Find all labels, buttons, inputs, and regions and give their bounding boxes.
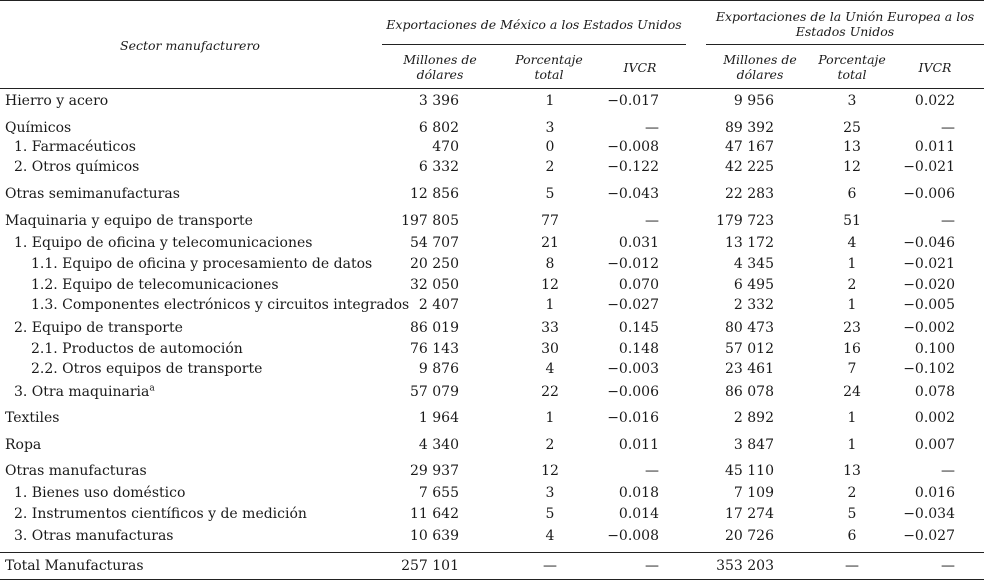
- eu-porcentaje-cell: 5: [847, 506, 857, 522]
- mexico-porcentaje-cell: 21: [541, 235, 559, 251]
- mexico-millones-cell: 12 856: [410, 186, 459, 202]
- eu-ivcr-cell: 0.011: [914, 139, 955, 155]
- mexico-porcentaje-cell: 33: [541, 320, 559, 336]
- mexico-millones-cell: 10 639: [410, 528, 459, 544]
- sector-label: 2.1. Productos de automoción: [31, 341, 243, 357]
- mexico-porcentaje-cell: 77: [541, 213, 559, 229]
- eu-porcentaje-cell: 7: [847, 361, 857, 377]
- eu-millones-cell: 57 012: [725, 341, 774, 357]
- eu-porcentaje-cell: 12: [843, 159, 861, 175]
- mexico-millones-cell: 20 250: [410, 256, 459, 272]
- eu-millones-header: Millones de dólares: [723, 52, 797, 82]
- sector-label: 3. Otra maquinaria$^a$: [14, 383, 155, 400]
- eu-porcentaje-cell: 13: [843, 139, 861, 155]
- sector-label: Maquinaria y equipo de transporte: [5, 213, 253, 229]
- eu-millones-cell: 20 726: [725, 528, 774, 544]
- sector-label: 1. Bienes uso doméstico: [14, 485, 186, 501]
- mexico-porcentaje-cell: 12: [541, 277, 559, 293]
- mexico-ivcr-cell: −0.003: [607, 361, 659, 377]
- eu-millones-cell: 42 225: [725, 159, 774, 175]
- mexico-ivcr-cell: —: [645, 120, 659, 136]
- sector-label: Hierro y acero: [5, 93, 109, 109]
- mx-porcentaje-header: Porcentaje total: [515, 52, 583, 82]
- eu-ivcr-cell: 0.078: [914, 384, 955, 400]
- eu-ivcr-cell: 0.022: [914, 93, 955, 109]
- eu-porcentaje-cell: 1: [847, 410, 857, 426]
- eu-ivcr-cell: —: [941, 558, 955, 574]
- eu-millones-cell: 80 473: [725, 320, 774, 336]
- mexico-ivcr-cell: —: [645, 558, 659, 574]
- mexico-porcentaje-cell: —: [543, 558, 557, 574]
- eu-porcentaje-cell: 2: [847, 485, 857, 501]
- eu-ivcr-cell: —: [941, 463, 955, 479]
- mexico-ivcr-cell: —: [645, 463, 659, 479]
- mexico-ivcr-cell: −0.027: [607, 297, 659, 313]
- eu-millones-cell: 45 110: [725, 463, 774, 479]
- mexico-millones-cell: 7 655: [418, 485, 459, 501]
- eu-porcentaje-cell: 25: [843, 120, 861, 136]
- mexico-millones-cell: 4 340: [418, 437, 459, 453]
- mexico-porcentaje-cell: 2: [545, 159, 555, 175]
- eu-ivcr-cell: −0.006: [903, 186, 955, 202]
- eu-porcentaje-cell: 3: [847, 93, 857, 109]
- eu-millones-cell: 353 203: [716, 558, 774, 574]
- mexico-millones-cell: 57 079: [410, 384, 459, 400]
- eu-millones-cell: 23 461: [725, 361, 774, 377]
- mexico-ivcr-cell: −0.043: [607, 186, 659, 202]
- sector-label: 2. Instrumentos científicos y de medición: [14, 506, 307, 522]
- mexico-millones-cell: 197 805: [401, 213, 459, 229]
- eu-porcentaje-cell: 6: [847, 186, 857, 202]
- eu-ivcr-cell: −0.020: [903, 277, 955, 293]
- mexico-ivcr-cell: −0.017: [607, 93, 659, 109]
- mexico-porcentaje-cell: 2: [545, 437, 555, 453]
- eu-ivcr-cell: −0.002: [903, 320, 955, 336]
- eu-group-header: Exportaciones de la Unión Europea a los Estados Unidos: [715, 9, 975, 39]
- eu-millones-cell: 179 723: [716, 213, 774, 229]
- eu-porcentaje-cell: —: [845, 558, 859, 574]
- mexico-ivcr-cell: 0.014: [618, 506, 659, 522]
- mexico-porcentaje-cell: 22: [541, 384, 559, 400]
- mexico-porcentaje-cell: 30: [541, 341, 559, 357]
- eu-ivcr-header: IVCR: [918, 60, 952, 75]
- eu-porcentaje-cell: 6: [847, 528, 857, 544]
- eu-ivcr-cell: −0.021: [903, 256, 955, 272]
- eu-porcentaje-cell: 2: [847, 277, 857, 293]
- mexico-ivcr-cell: −0.008: [607, 528, 659, 544]
- eu-millones-cell: 3 847: [733, 437, 774, 453]
- sector-label: 1.2. Equipo de telecomunicaciones: [31, 277, 279, 293]
- eu-porcentaje-cell: 23: [843, 320, 861, 336]
- eu-porcentaje-cell: 1: [847, 437, 857, 453]
- mexico-millones-cell: 29 937: [410, 463, 459, 479]
- mexico-ivcr-cell: −0.016: [607, 410, 659, 426]
- eu-millones-cell: 2 892: [733, 410, 774, 426]
- eu-ivcr-cell: −0.021: [903, 159, 955, 175]
- mexico-porcentaje-cell: 5: [545, 186, 555, 202]
- sector-label: 1.3. Componentes electrónicos y circuitos integrados: [31, 297, 410, 313]
- eu-ivcr-cell: 0.007: [914, 437, 955, 453]
- mexico-millones-cell: 76 143: [410, 341, 459, 357]
- eu-ivcr-cell: 0.016: [914, 485, 955, 501]
- eu-ivcr-cell: −0.046: [903, 235, 955, 251]
- mexico-millones-cell: 1 964: [418, 410, 459, 426]
- sector-header: Sector manufacturero: [120, 38, 260, 53]
- mexico-millones-cell: 2 407: [418, 297, 459, 313]
- mexico-ivcr-cell: −0.012: [607, 256, 659, 272]
- eu-millones-cell: 47 167: [725, 139, 774, 155]
- eu-ivcr-cell: −0.027: [903, 528, 955, 544]
- sector-label: Otras manufacturas: [5, 463, 147, 479]
- mexico-millones-cell: 32 050: [410, 277, 459, 293]
- mexico-ivcr-cell: 0.031: [618, 235, 659, 251]
- eu-millones-cell: 13 172: [725, 235, 774, 251]
- eu-millones-cell: 7 109: [733, 485, 774, 501]
- eu-millones-cell: 2 332: [733, 297, 774, 313]
- eu-ivcr-cell: −0.034: [903, 506, 955, 522]
- mexico-porcentaje-cell: 1: [545, 410, 555, 426]
- mexico-porcentaje-cell: 8: [545, 256, 555, 272]
- sector-label: Ropa: [5, 437, 42, 453]
- mexico-ivcr-cell: 0.148: [618, 341, 659, 357]
- eu-porcentaje-cell: 24: [843, 384, 861, 400]
- eu-millones-cell: 9 956: [733, 93, 774, 109]
- eu-ivcr-cell: —: [941, 120, 955, 136]
- mexico-ivcr-cell: −0.122: [607, 159, 659, 175]
- sector-label: 1.1. Equipo de oficina y procesamiento de datos: [31, 256, 373, 272]
- bottom-rule: [0, 579, 984, 580]
- eu-millones-cell: 6 495: [733, 277, 774, 293]
- sector-label: 1. Equipo de oficina y telecomunicaciones: [14, 235, 313, 251]
- eu-porcentaje-cell: 13: [843, 463, 861, 479]
- mexico-ivcr-cell: 0.011: [618, 437, 659, 453]
- mexico-porcentaje-cell: 5: [545, 506, 555, 522]
- sector-label: Químicos: [5, 120, 72, 136]
- mx-ivcr-header: IVCR: [623, 60, 657, 75]
- mexico-millones-cell: 470: [432, 139, 459, 155]
- eu-porcentaje-header: Porcentaje total: [818, 52, 886, 82]
- sector-label: Textiles: [5, 410, 60, 426]
- mexico-porcentaje-cell: 1: [545, 93, 555, 109]
- sector-label: 2.2. Otros equipos de transporte: [31, 361, 263, 377]
- sector-label: Otras semimanufacturas: [5, 186, 180, 202]
- mexico-millones-cell: 6 802: [418, 120, 459, 136]
- mexico-porcentaje-cell: 3: [545, 485, 555, 501]
- eu-millones-cell: 86 078: [725, 384, 774, 400]
- sector-label: 2. Otros químicos: [14, 159, 140, 175]
- sector-label: 2. Equipo de transporte: [14, 320, 183, 336]
- eu-millones-cell: 22 283: [725, 186, 774, 202]
- eu-porcentaje-cell: 51: [843, 213, 861, 229]
- mexico-porcentaje-cell: 3: [545, 120, 555, 136]
- mexico-millones-cell: 6 332: [418, 159, 459, 175]
- eu-ivcr-cell: —: [941, 213, 955, 229]
- eu-ivcr-cell: −0.102: [903, 361, 955, 377]
- header-bottom-rule: [0, 88, 984, 89]
- mexico-millones-cell: 86 019: [410, 320, 459, 336]
- footnote-marker: a: [149, 383, 155, 394]
- mexico-group-rule: [382, 44, 686, 45]
- eu-millones-cell: 89 392: [725, 120, 774, 136]
- mexico-millones-cell: 11 642: [410, 506, 459, 522]
- eu-porcentaje-cell: 4: [847, 235, 857, 251]
- mexico-ivcr-cell: −0.006: [607, 384, 659, 400]
- eu-millones-cell: 4 345: [733, 256, 774, 272]
- eu-ivcr-cell: 0.002: [914, 410, 955, 426]
- sector-label: Total Manufacturas: [5, 558, 144, 574]
- sector-label: 1. Farmacéuticos: [14, 139, 136, 155]
- mexico-ivcr-cell: 0.070: [618, 277, 659, 293]
- mexico-porcentaje-cell: 4: [545, 361, 555, 377]
- eu-porcentaje-cell: 16: [843, 341, 861, 357]
- eu-millones-cell: 17 274: [725, 506, 774, 522]
- eu-porcentaje-cell: 1: [847, 256, 857, 272]
- eu-porcentaje-cell: 1: [847, 297, 857, 313]
- total-rule: [0, 552, 984, 553]
- mexico-ivcr-cell: —: [645, 213, 659, 229]
- mexico-porcentaje-cell: 12: [541, 463, 559, 479]
- sector-label: 3. Otras manufacturas: [14, 528, 174, 544]
- mexico-group-header: Exportaciones de México a los Estados Unidos: [386, 17, 682, 32]
- mexico-ivcr-cell: 0.018: [618, 485, 659, 501]
- mexico-porcentaje-cell: 4: [545, 528, 555, 544]
- mexico-ivcr-cell: 0.145: [618, 320, 659, 336]
- mexico-millones-cell: 257 101: [401, 558, 459, 574]
- eu-ivcr-cell: −0.005: [903, 297, 955, 313]
- eu-ivcr-cell: 0.100: [914, 341, 955, 357]
- mx-millones-header: Millones de dólares: [403, 52, 477, 82]
- mexico-millones-cell: 3 396: [418, 93, 459, 109]
- mexico-porcentaje-cell: 0: [545, 139, 555, 155]
- mexico-ivcr-cell: −0.008: [607, 139, 659, 155]
- mexico-millones-cell: 9 876: [418, 361, 459, 377]
- mexico-millones-cell: 54 707: [410, 235, 459, 251]
- eu-group-rule: [706, 44, 984, 45]
- top-rule: [0, 0, 984, 1]
- mexico-porcentaje-cell: 1: [545, 297, 555, 313]
